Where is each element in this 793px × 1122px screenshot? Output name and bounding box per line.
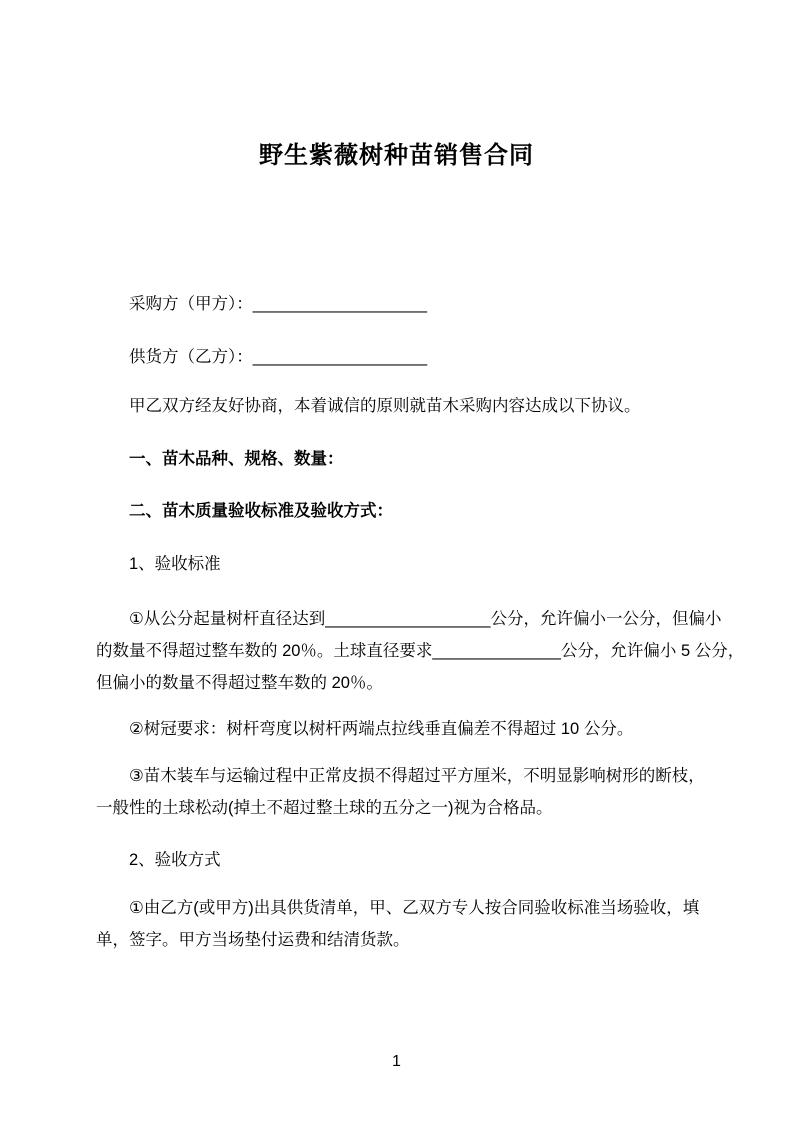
clause-2-1-item-1-line-2: 的数量不得超过整车数的 20％。土球直径要求______________公分，允许偏小 5 公分， xyxy=(96,642,745,660)
clause-2-1-item-1-line-1: ①从公分起量树杆直径达到__________________公分，允许偏小一公分，但偏小 xyxy=(129,610,722,628)
clause-2-2-item-1-line-2: 单，签字。甲方当场垫付运费和结清货款。 xyxy=(96,931,410,949)
clause-2-1-item-2: ②树冠要求：树杆弯度以树杆两端点拉线垂直偏差不得超过 10 公分。 xyxy=(129,720,634,738)
preamble-paragraph: 甲乙双方经友好协商，本着诚信的原则就苗木采购内容达成以下协议。 xyxy=(129,397,641,415)
clause-2-2-item-1-line-1: ①由乙方(或甲方)出具供货清单，甲、乙双方专人按合同验收标准当场验收，填 xyxy=(129,899,700,917)
contract-title: 野生紫薇树种苗销售合同 xyxy=(259,142,534,169)
supplier-party-line: 供货方（乙方）：___________________ xyxy=(129,348,428,366)
clause-2-1-item-1-line-3: 但偏小的数量不得超过整车数的 20％。 xyxy=(96,674,383,692)
clause-2-1-item-3-line-1: ③苗木装车与运输过程中正常皮损不得超过平方厘米，不明显影响树形的断枝， xyxy=(129,767,705,785)
section-1-heading: 一、苗木品种、规格、数量： xyxy=(129,450,344,468)
clause-2-2-heading: 2、验收方式 xyxy=(129,851,221,869)
buyer-party-line: 采购方（甲方）：___________________ xyxy=(129,295,428,313)
page-number: 1 xyxy=(392,1053,401,1070)
clause-2-1-item-3-line-2: 一般性的土球松动(掉土不超过整土球的五分之一)视为合格品。 xyxy=(96,799,553,817)
section-2-heading: 二、苗木质量验收标准及验收方式： xyxy=(129,502,393,520)
clause-2-1-heading: 1、验收标准 xyxy=(129,555,221,573)
